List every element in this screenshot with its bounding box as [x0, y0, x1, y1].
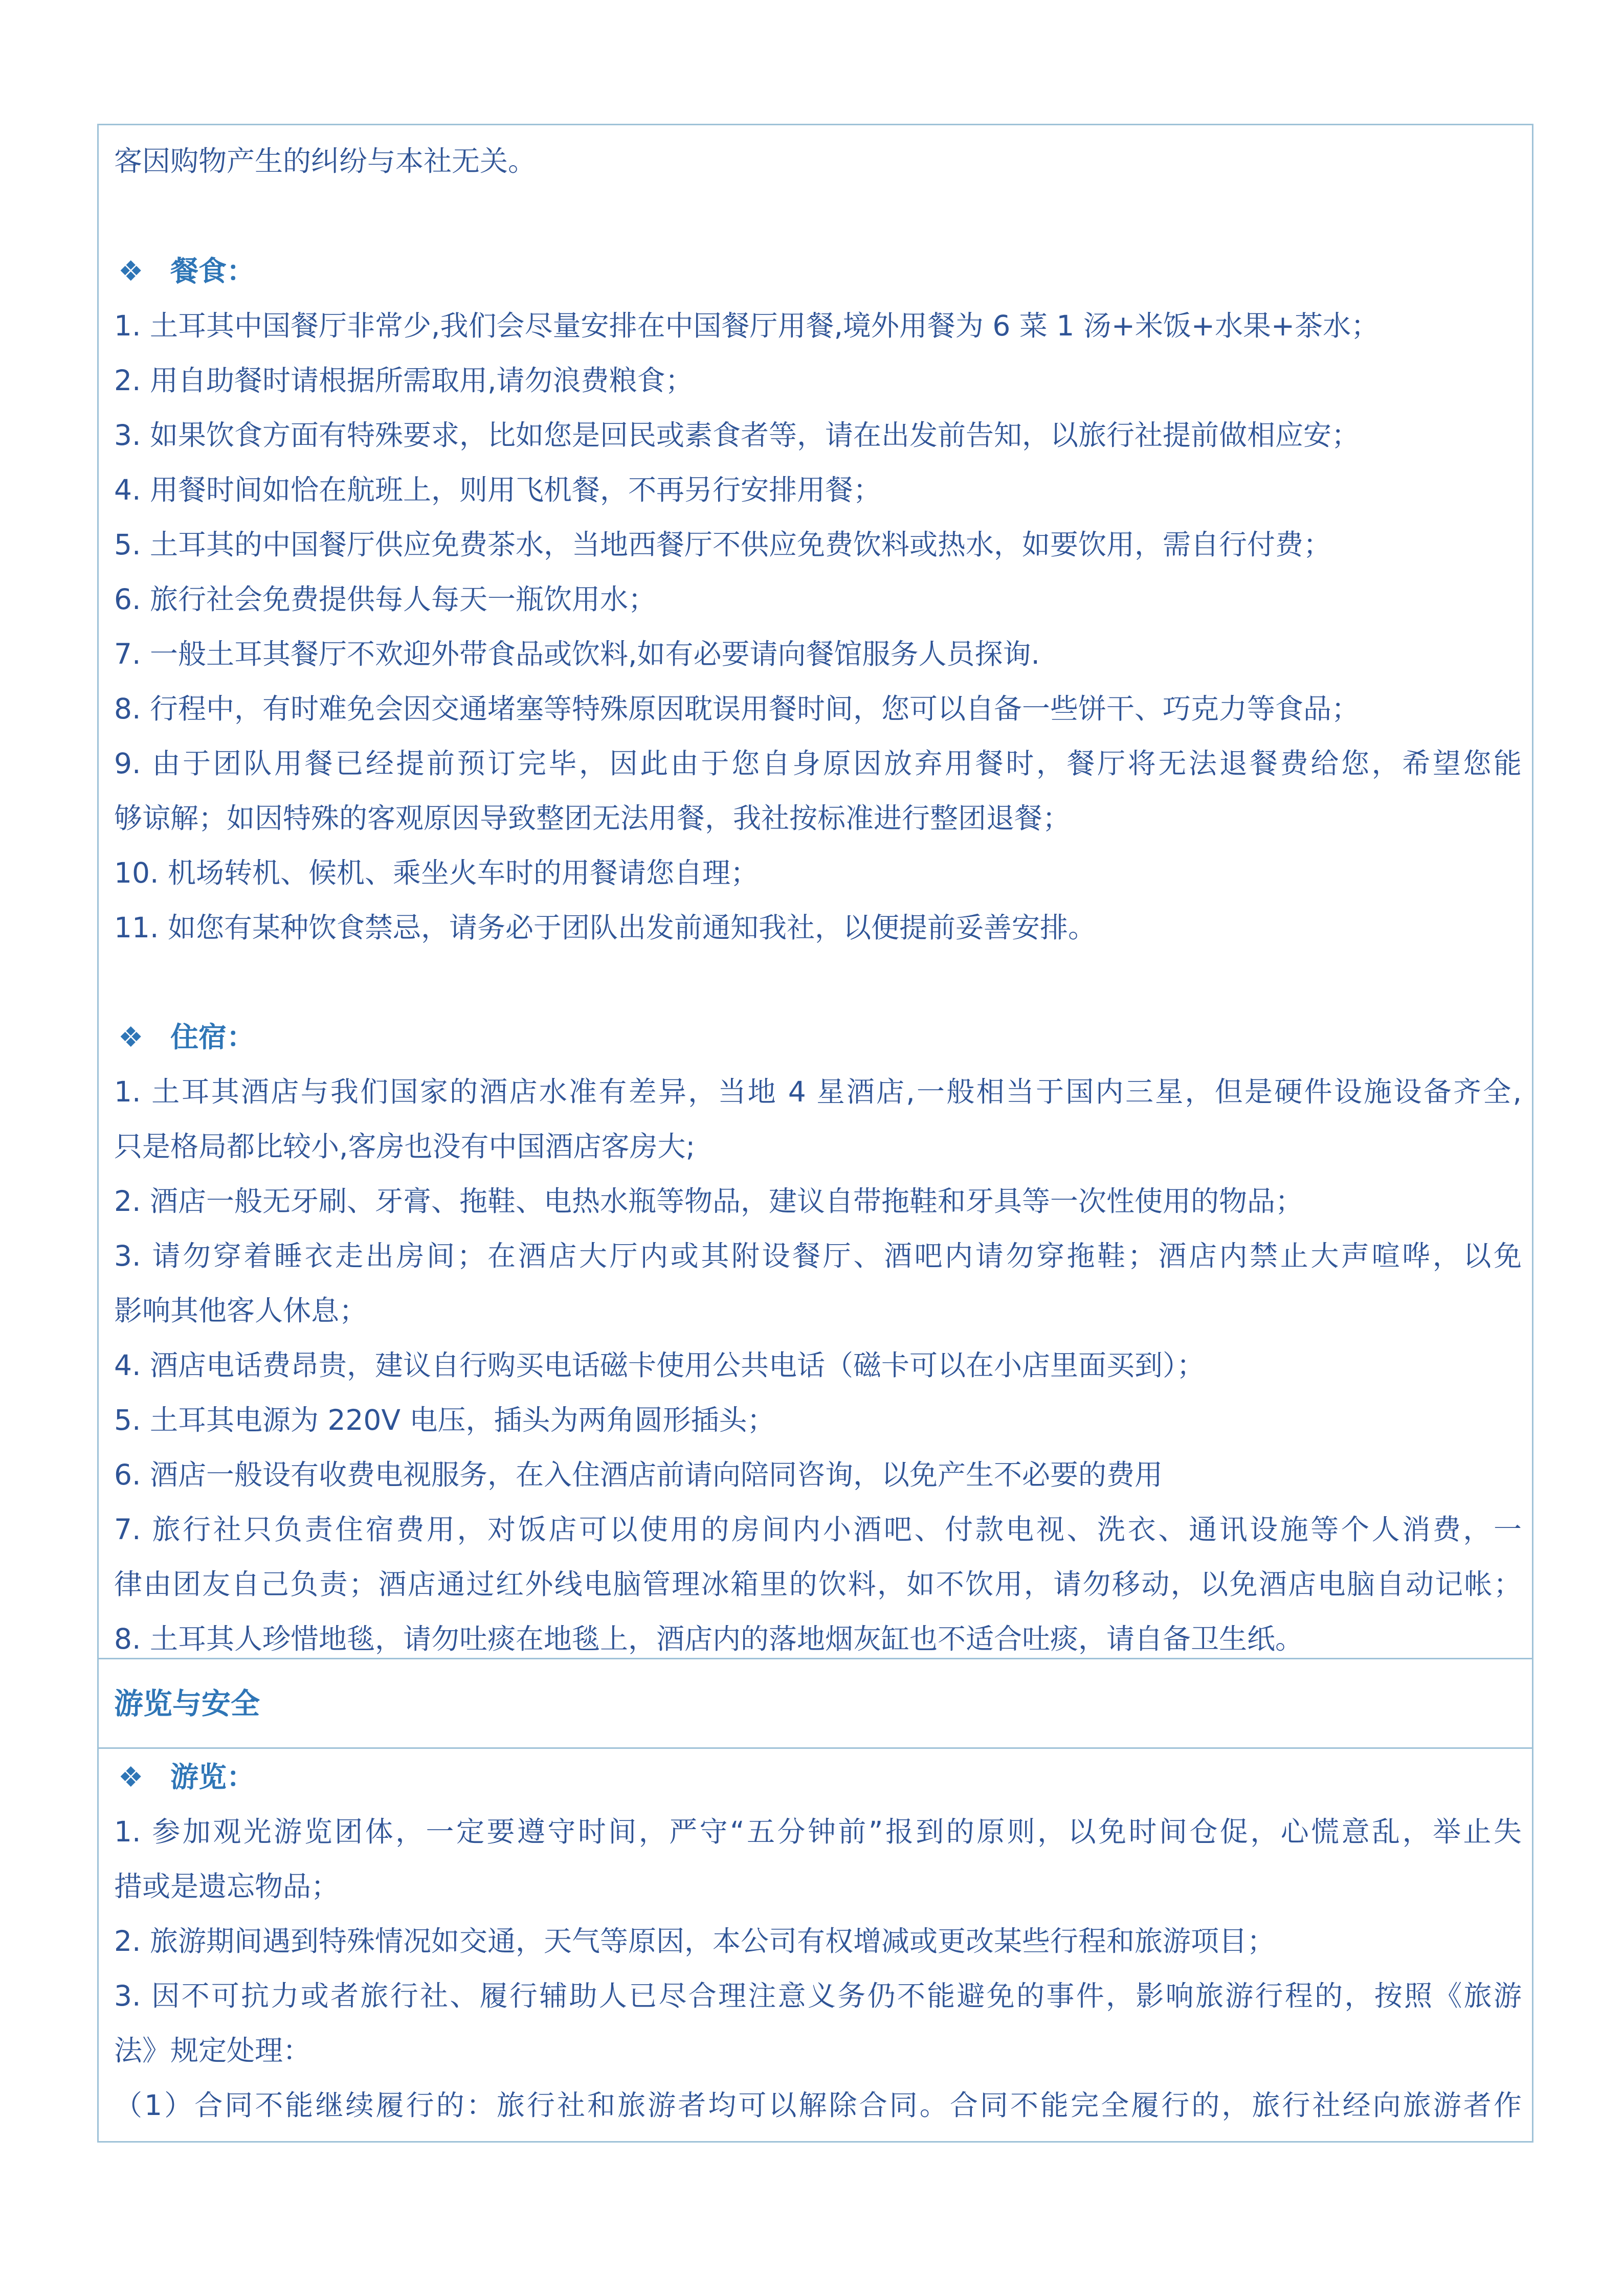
dining-line: 够谅解；如因特殊的客观原因导致整团无法用餐，我社按标准进行整团退餐； [114, 802, 1071, 835]
touring-line: （1）合同不能继续履行的：旅行社和旅游者均可以解除合同。合同不能完全履行的，旅行社经向旅游者作 [114, 2089, 1522, 2122]
touring-line: 3. 因不可抗力或者旅行社、履行辅助人已尽合理注意义务仍不能避免的事件，影响旅游行程的，按照《旅游 [114, 1979, 1522, 2012]
dining-line: 10. 机场转机、候机、乘坐火车时的用餐请您自理； [114, 857, 759, 889]
touring-line: 法》规定处理： [114, 2034, 312, 2067]
diamond-bullet-icon: ❖ [118, 1021, 144, 1053]
section-title: 游览与安全 [114, 1687, 260, 1721]
lodging-line: 7. 旅行社只负责住宿费用，对饭店可以使用的房间内小酒吧、付款电视、洗衣、通讯设施等个人消费，一 [114, 1513, 1522, 1546]
lodging-line: 只是格局都比较小,客房也没有中国酒店客房大; [114, 1130, 696, 1163]
lodging-line: 2. 酒店一般无牙刷、牙膏、拖鞋、电热水瓶等物品，建议自带拖鞋和牙具等一次性使用的物品； [114, 1185, 1303, 1218]
lodging-line: 6. 酒店一般设有收费电视服务，在入住酒店前请向陪同咨询，以免产生不必要的费用 [114, 1458, 1163, 1491]
dining-heading-text: 餐食： [170, 255, 255, 287]
lodging-heading [114, 1019, 1522, 1055]
dining-line: 3. 如果饮食方面有特殊要求，比如您是回民或素食者等，请在出发前告知，以旅行社提前做相应安； [114, 419, 1360, 452]
content-table [97, 124, 1533, 2143]
dining-line: 4. 用餐时间如恰在航班上，则用飞机餐，不再另行安排用餐； [114, 474, 881, 506]
touring-line: 措或是遗忘物品； [114, 1870, 340, 1903]
touring-heading [114, 1759, 1522, 1795]
dining-heading [114, 253, 1522, 289]
dining-lodging-cell [99, 125, 1532, 1659]
lodging-line: 影响其他客人休息； [114, 1294, 368, 1327]
lodging-heading-text: 住宿： [170, 1021, 255, 1053]
dining-line: 6. 旅行社会免费提供每人每天一瓶饮用水； [114, 583, 656, 616]
dining-line: 2. 用自助餐时请根据所需取用,请勿浪费粮食； [114, 364, 694, 397]
touring-line: 1. 参加观光游览团体，一定要遵守时间，严守“五分钟前”报到的原则，以免时间仓促，心慌意乱，举止失 [114, 1815, 1522, 1848]
dining-line: 1. 土耳其中国餐厅非常少,我们会尽量安排在中国餐厅用餐,境外用餐为 6 菜 1 汤+米饭+水果+茶水； [114, 309, 1380, 342]
touring-heading-text: 游览： [170, 1761, 255, 1793]
lodging-line: 5. 土耳其电源为 220V 电压，插头为两角圆形插头； [114, 1404, 775, 1436]
dining-line: 7. 一般土耳其餐厅不欢迎外带食品或饮料,如有必要请向餐馆服务人员探询. [114, 638, 1040, 670]
lodging-line: 律由团友自己负责；酒店通过红外线电脑管理冰箱里的饮料，如不饮用，请勿移动，以免酒店电脑自动记帐； [114, 1568, 1522, 1601]
dining-line: 5. 土耳其的中国餐厅供应免费茶水，当地西餐厅不供应免费饮料或热水，如要饮用，需自行付费； [114, 528, 1331, 561]
diamond-bullet-icon: ❖ [118, 255, 144, 287]
diamond-bullet-icon: ❖ [118, 1761, 144, 1793]
touring-line: 2. 旅游期间遇到特殊情况如交通，天气等原因，本公司有权增减或更改某些行程和旅游项目； [114, 1925, 1275, 1957]
dining-line: 9. 由于团队用餐已经提前预订完毕，因此由于您自身原因放弃用餐时，餐厅将无法退餐费给您，希望您能 [114, 747, 1522, 780]
lodging-line: 1. 土耳其酒店与我们国家的酒店水准有差异，当地 4 星酒店,一般相当于国内三星，但是硬件设施设备齐全, [114, 1075, 1522, 1108]
section-header-cell [99, 1659, 1532, 1749]
lodging-line: 8. 土耳其人珍惜地毯，请勿吐痰在地毯上，酒店内的落地烟灰缸也不适合吐痰，请自备卫生纸。 [114, 1623, 1303, 1655]
touring-cell [99, 1749, 1532, 2141]
intro-text: 客因购物产生的纠纷与本社无关。 [114, 145, 537, 177]
lodging-line: 4. 酒店电话费昂贵，建议自行购买电话磁卡使用公共电话（磁卡可以在小店里面买到）； [114, 1349, 1205, 1382]
dining-line: 8. 行程中，有时难免会因交通堵塞等特殊原因耽误用餐时间，您可以自备一些饼干、巧克力等食品； [114, 692, 1360, 725]
lodging-line: 3. 请勿穿着睡衣走出房间；在酒店大厅内或其附设餐厅、酒吧内请勿穿拖鞋；酒店内禁止大声喧哗，以免 [114, 1240, 1522, 1272]
dining-line: 11. 如您有某种饮食禁忌，请务必于团队出发前通知我社，以便提前妥善安排。 [114, 911, 1096, 944]
